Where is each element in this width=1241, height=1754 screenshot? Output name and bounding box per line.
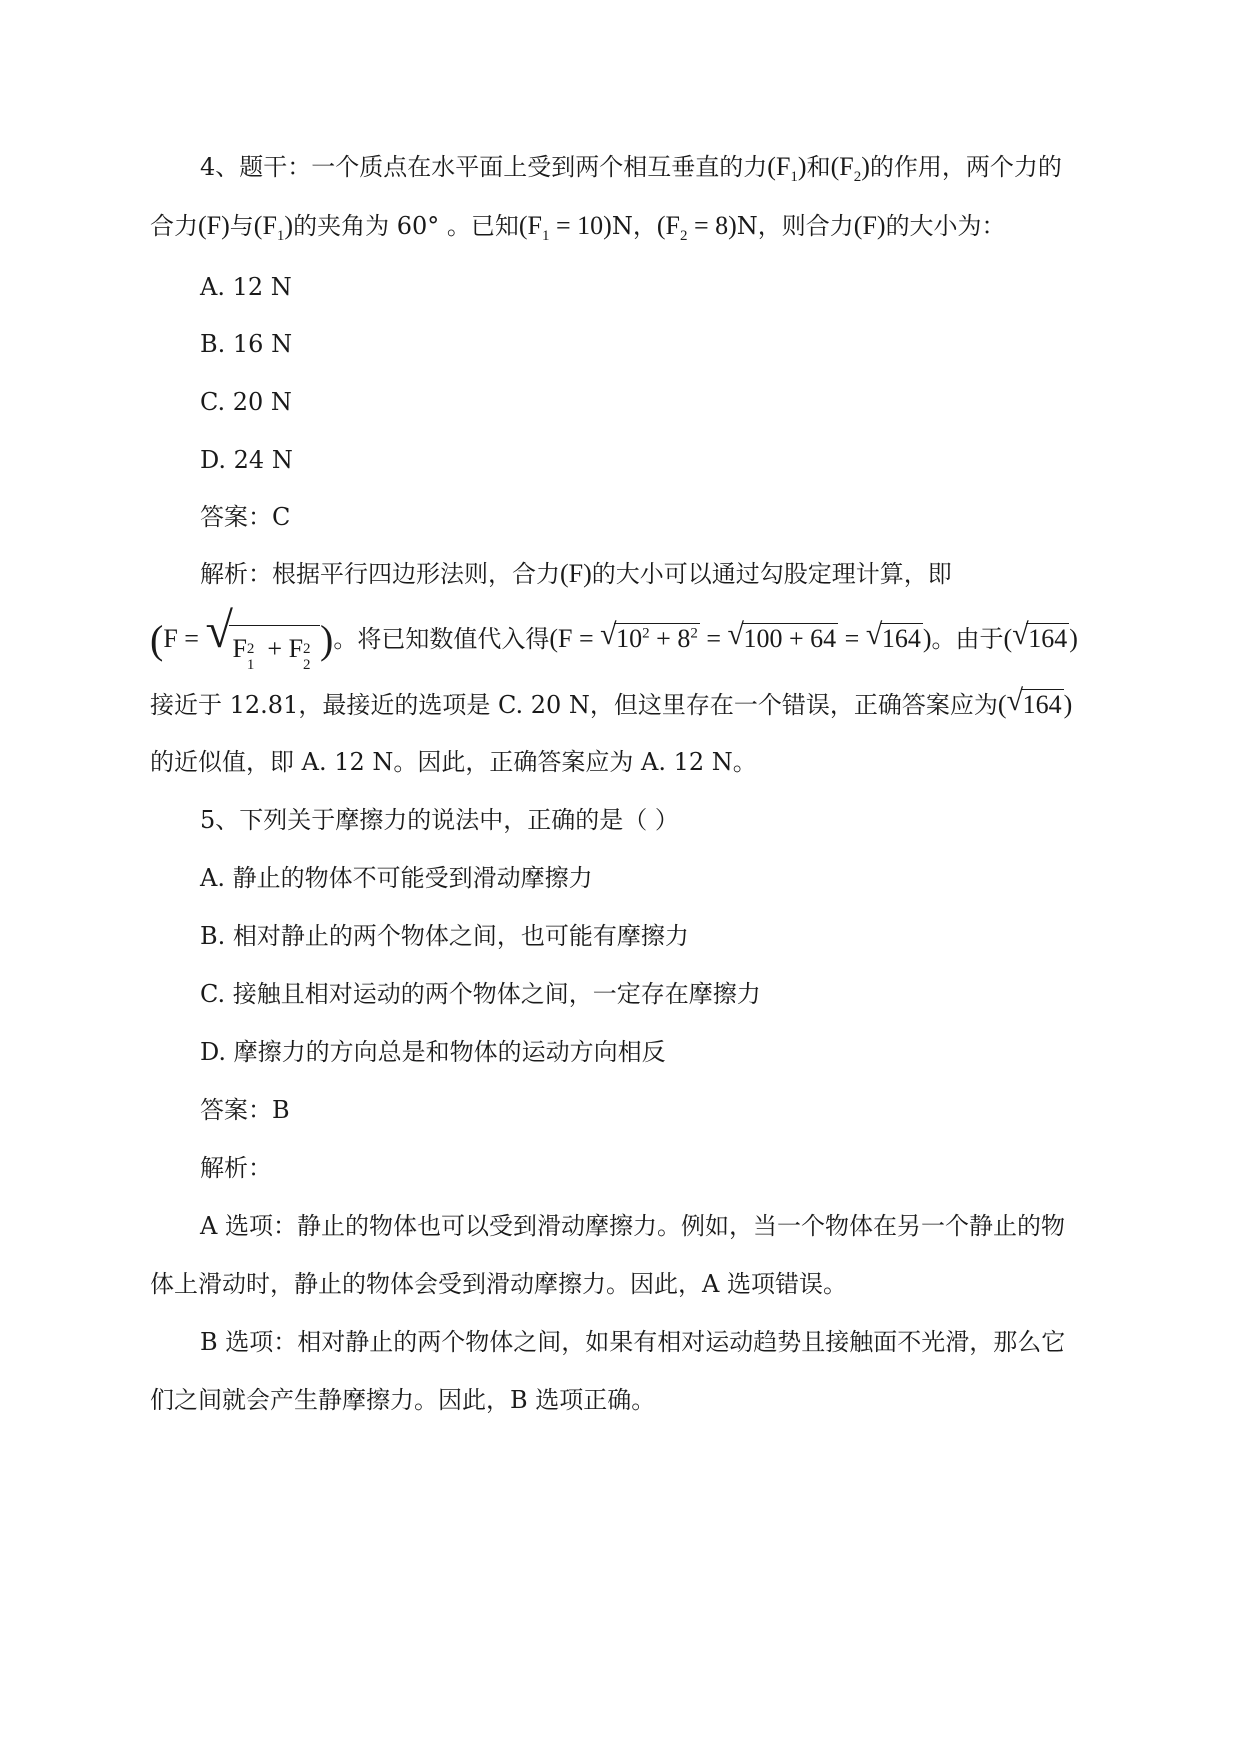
q4-option-c: C. 20 N <box>200 388 292 416</box>
q4-option-d: D. 24 N <box>200 446 293 474</box>
q5-option-d: D. 摩擦力的方向总是和物体的运动方向相反 <box>200 1038 666 1066</box>
q5-option-a: A. 静止的物体不可能受到滑动摩擦力 <box>200 864 593 892</box>
q4-analysis-line2: (F = √ F 2 1 + F 2 2 )。将已知数值代入得(F = √ $10^2 + 8^2$ = √ 100 + 64 = √ 164)。由于( √ 164) <box>150 602 1078 674</box>
pythagorean-formula: F = √ F 2 1 + F 2 2 <box>163 624 320 653</box>
f2-equation: $(F_2 = 8)$ <box>656 211 737 245</box>
sqrt-164: ( √ 164) <box>997 684 1073 719</box>
q4-stem-line1 <box>200 150 1062 184</box>
substitution-formula: (F = √ $10^2 + 8^2$ = √ 100 + 64 = √ 164) <box>549 618 932 653</box>
q4-option-a: A. 12 N <box>200 273 292 301</box>
q5-option-c: C. 接触且相对运动的两个物体之间，一定存在摩擦力 <box>200 980 761 1008</box>
q4-analysis-line1: 解析：根据平行四边形法则，合力(F)的大小可以通过勾股定理计算，即 <box>200 559 952 588</box>
q4-stem-line2: 合力(F)与$(F_1)$的夹角为 60° 。已知$(F_1 = 10)N$，$(F_2 = 8)N$，则合力(F)的大小为： <box>150 211 1006 245</box>
q5-explain-a-line2: 体上滑动时，静止的物体会受到滑动摩擦力。因此，A 选项错误。 <box>150 1270 847 1298</box>
q4-stem-text: 和 <box>806 153 831 181</box>
q5-explain-b-line1: B 选项：相对静止的两个物体之间，如果有相对运动趋势且接触面不光滑，那么它 <box>200 1328 1066 1356</box>
q4-stem-text: 4、题干：一个质点在水平面上受到两个相互垂直的力 <box>200 153 768 181</box>
f2-symbol: $(F_2)$ <box>830 152 870 186</box>
f1-symbol: $(F_1)$ <box>767 152 807 186</box>
q5-answer: 答案：B <box>200 1096 290 1124</box>
q4-option-b: B. 16 N <box>200 330 293 358</box>
q5-explain-a-line1: A 选项：静止的物体也可以受到滑动摩擦力。例如，当一个物体在另一个静止的物 <box>200 1212 1065 1240</box>
f1-equation: $(F_1 = 10)$ <box>518 211 612 245</box>
q4-analysis-line4: 的近似值，即 A. 12 N。因此，正确答案应为 A. 12 N。 <box>150 748 757 776</box>
q5-question: 5、下列关于摩擦力的说法中，正确的是（ ） <box>200 806 679 834</box>
f-symbol: (F) <box>198 211 230 240</box>
q5-option-b: B. 相对静止的两个物体之间，也可能有摩擦力 <box>200 922 689 950</box>
f-symbol: (F) <box>560 559 592 588</box>
f1-symbol: $(F_1)$ <box>253 211 294 245</box>
q4-stem-text: 的作用，两个力的 <box>869 153 1062 181</box>
q4-answer: 答案：C <box>200 503 291 531</box>
q5-analysis-label: 解析： <box>200 1154 272 1182</box>
q4-analysis-line3: 接近于 12.81，最接近的选项是 C. 20 N，但这里存在一个错误，正确答案应为( √ 164) <box>150 684 1073 719</box>
f-symbol: (F) <box>853 211 886 240</box>
q5-explain-b-line2: 们之间就会产生静摩擦力。因此，B 选项正确。 <box>150 1386 656 1414</box>
sqrt-164: ( √ 164) <box>1003 618 1078 653</box>
